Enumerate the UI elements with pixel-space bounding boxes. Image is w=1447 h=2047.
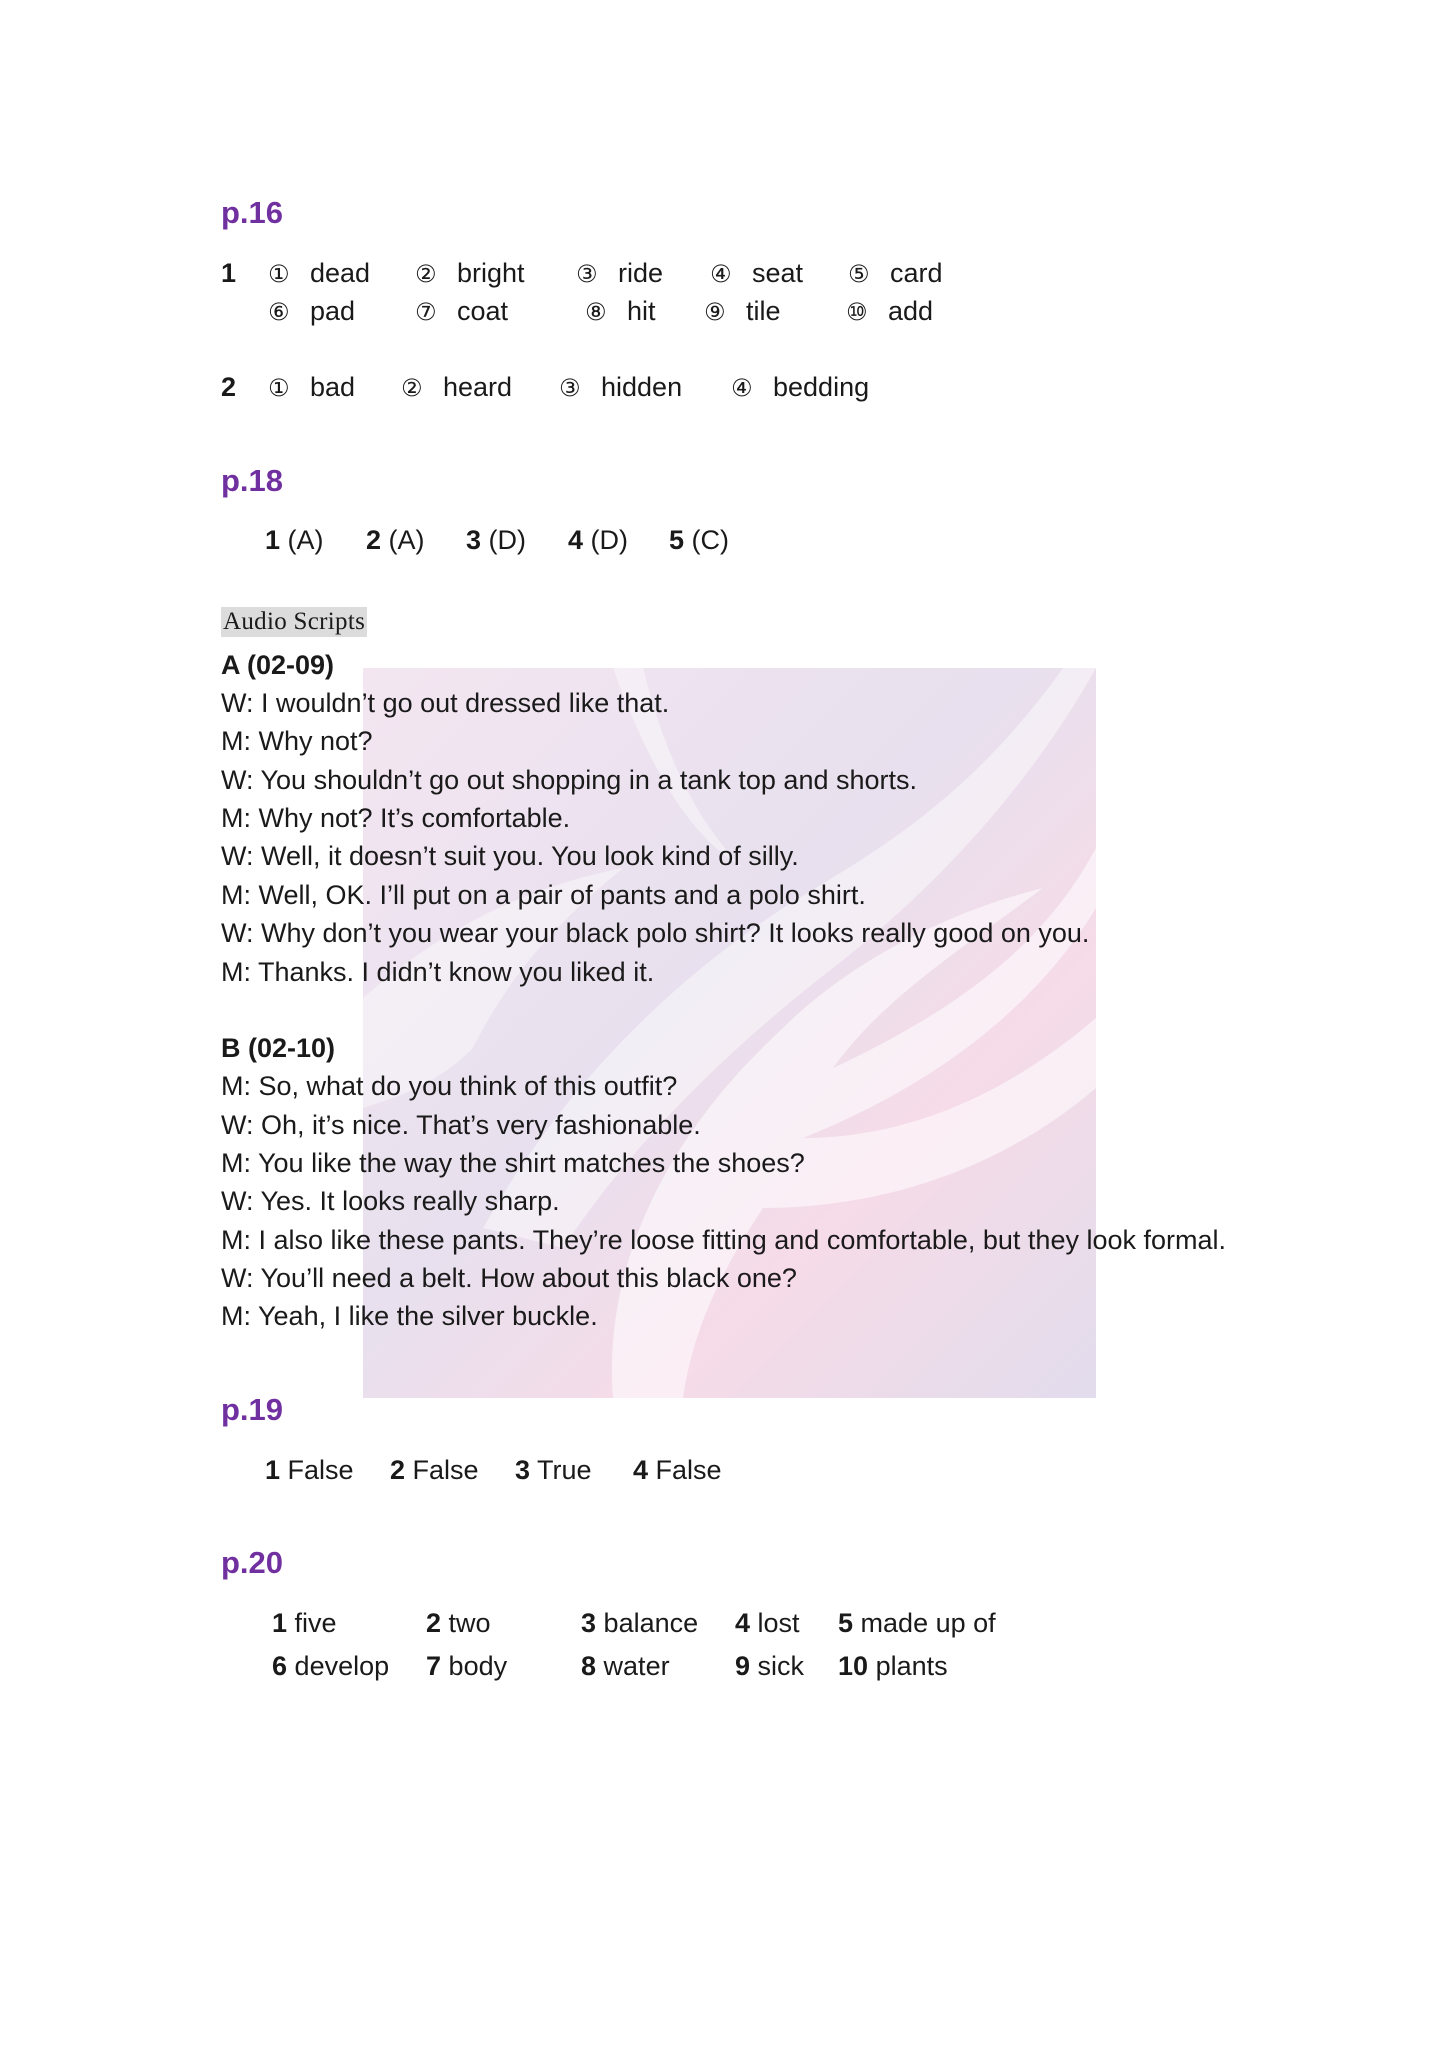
option-4: ④ bedding [731,372,870,402]
script-b-line: M: I also like these pants. They’re loose fitting and comfortable, but they look formal. [221,1225,1227,1255]
script-b-line: W: Oh, it’s nice. That’s very fashionable. [221,1110,701,1140]
script-a-title: A (02-09) [221,650,335,680]
option-10: ⑩ add [846,296,934,326]
answer-1: 1 False [265,1455,354,1485]
script-a-line: W: Well, it doesn’t suit you. You look kind of silly. [221,841,799,871]
heading-p18: p.18 [221,463,284,498]
answer-6: 6 develop [272,1651,390,1681]
answer-3: 3 (D) [466,525,527,555]
script-b-line: M: Yeah, I like the silver buckle. [221,1301,598,1331]
script-b-title: B (02-10) [221,1033,336,1063]
answer-1: 1 five [272,1608,337,1638]
question-1-number: 1 [221,258,237,288]
answer-4: 4 False [633,1455,722,1485]
option-5: ⑤ card [848,258,943,288]
script-b-line: M: So, what do you think of this outfit? [221,1071,678,1101]
question-2-number: 2 [221,372,237,402]
answer-5: 5 made up of [838,1608,996,1638]
script-b-line: W: Yes. It looks really sharp. [221,1186,560,1216]
answer-4: 4 lost [735,1608,800,1638]
heading-p16: p.16 [221,195,284,230]
option-6: ⑥ pad [268,296,356,326]
answer-7: 7 body [426,1651,508,1681]
script-a-line: M: Why not? It’s comfortable. [221,803,571,833]
option-7: ⑦ coat [415,296,509,326]
option-2: ② bright [415,258,525,288]
answer-2: 2 (A) [366,525,425,555]
option-1: ① bad [268,372,356,402]
answer-3: 3 True [515,1455,592,1485]
script-a-line: W: You shouldn’t go out shopping in a tank top and shorts. [221,765,918,795]
script-b-line: W: You’ll need a belt. How about this black one? [221,1263,797,1293]
option-9: ⑨ tile [704,296,781,326]
answer-5: 5 (C) [669,525,730,555]
option-8: ⑧ hit [585,296,656,326]
answer-1: 1 (A) [265,525,324,555]
option-2: ② heard [401,372,513,402]
script-a-line: M: Well, OK. I’ll put on a pair of pants and a polo shirt. [221,880,866,910]
heading-p20: p.20 [221,1545,284,1580]
option-3: ③ hidden [559,372,683,402]
answer-3: 3 balance [581,1608,699,1638]
script-a-line: M: Thanks. I didn’t know you liked it. [221,957,655,987]
option-1: ① dead [268,258,371,288]
audio-scripts-label: Audio Scripts [223,608,366,635]
script-a-line: W: Why don’t you wear your black polo shirt? It looks really good on you. [221,918,1090,948]
answer-2: 2 two [426,1608,491,1638]
answer-8: 8 water [581,1651,670,1681]
answer-4: 4 (D) [568,525,629,555]
answer-2: 2 False [390,1455,479,1485]
answer-9: 9 sick [735,1651,805,1681]
script-a-line: M: Why not? [221,726,373,756]
answer-10: 10 plants [838,1651,948,1681]
heading-p19: p.19 [221,1392,284,1427]
option-3: ③ ride [576,258,664,288]
script-a-line: W: I wouldn’t go out dressed like that. [221,688,670,718]
script-b-line: M: You like the way the shirt matches the shoes? [221,1148,805,1178]
option-4: ④ seat [710,258,804,288]
